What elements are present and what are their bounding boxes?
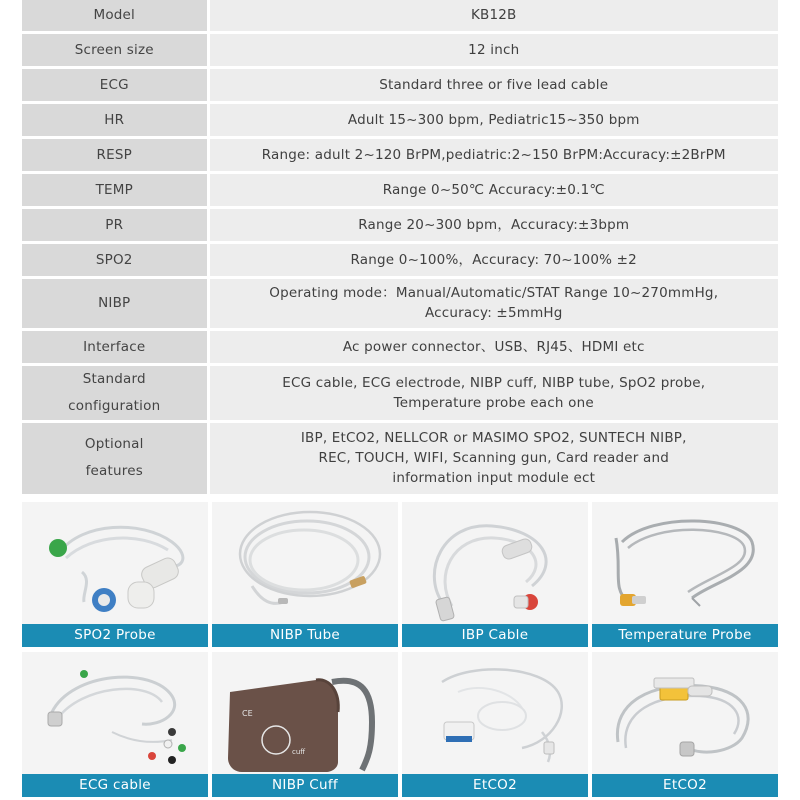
spec-value-line: IBP, EtCO2, NELLCOR or MASIMO SPO2, SUNTECH NIBP, (300, 430, 687, 446)
accessory-card-etco2-sensor (402, 652, 588, 797)
spec-value: Range 20~300 bpm，Accuracy:±3bpm (208, 207, 778, 242)
spec-row-interface (22, 329, 778, 364)
spec-label (22, 364, 208, 421)
spec-label-line: Optional (84, 436, 144, 452)
spec-label: Interface (22, 329, 208, 364)
accessory-caption: ECG cable (22, 774, 208, 797)
spec-row-spo2 (22, 242, 778, 277)
cuff-print-text: cuff (292, 748, 306, 756)
spec-row-nibp (22, 277, 778, 329)
spec-value: Standard three or five lead cable (208, 67, 778, 102)
spec-label: SPO2 (22, 242, 208, 277)
accessory-card-ecg-cable (22, 652, 208, 797)
spec-value: 12 inch (208, 32, 778, 67)
spec-value-line: Operating mode：Manual/Automatic/STAT Range 10~270mmHg, (269, 285, 719, 301)
spec-value (208, 421, 778, 495)
spec-row-hr (22, 102, 778, 137)
nibp-cuff-icon (212, 652, 398, 774)
spec-row-pr (22, 207, 778, 242)
spec-value-line: information input module ect (392, 470, 596, 486)
spec-label: Screen size (22, 32, 208, 67)
spec-value: Range 0~50℃ Accuracy:±0.1℃ (208, 172, 778, 207)
accessory-caption: SPO2 Probe (22, 624, 208, 647)
spec-label: TEMP (22, 172, 208, 207)
spec-label: RESP (22, 137, 208, 172)
accessory-card-nibp-cuff (212, 652, 398, 797)
spec-row-model (22, 0, 778, 32)
cuff-brand-mark: CE (242, 709, 253, 718)
spec-value-line: REC, TOUCH, WIFI, Scanning gun, Card reader and (318, 450, 670, 466)
accessory-card-temperature-probe (592, 502, 778, 647)
ecg-cable-icon (22, 652, 208, 774)
spec-row-temp (22, 172, 778, 207)
spec-value-line: Temperature probe each one (393, 394, 594, 411)
accessory-caption: NIBP Cuff (212, 774, 398, 797)
spec-value: Range 0~100%，Accuracy: 70~100% ±2 (208, 242, 778, 277)
spec-label: Model (22, 0, 208, 32)
spec-label-line: Standard (82, 370, 146, 387)
nibp-tube-icon (212, 502, 398, 624)
etco2-sensor-icon (402, 652, 588, 774)
spec-label: HR (22, 102, 208, 137)
spec-label: PR (22, 207, 208, 242)
spec-value (208, 277, 778, 329)
spec-row-ecg (22, 67, 778, 102)
spec-value-line: Accuracy: ±5mmHg (424, 305, 563, 321)
accessory-card-nibp-tube (212, 502, 398, 647)
accessory-caption: EtCO2 (402, 774, 588, 797)
temperature-probe-icon (592, 502, 778, 624)
spec-row-optional-features (22, 421, 778, 495)
spo2-probe-icon (22, 502, 208, 624)
spec-row-standard-configuration (22, 364, 778, 421)
spec-label: NIBP (22, 277, 208, 329)
accessory-caption: Temperature Probe (592, 624, 778, 647)
accessory-card-etco2-adapter (592, 652, 778, 797)
spec-label (22, 421, 208, 495)
spec-value: KB12B (208, 0, 778, 32)
spec-label-line: configuration (68, 397, 161, 414)
spec-value: Ac power connector、USB、RJ45、HDMI etc (208, 329, 778, 364)
accessory-caption: EtCO2 (592, 774, 778, 797)
spec-value: Range: adult 2~120 BrPM,pediatric:2~150 BrPM:Accuracy:±2BrPM (208, 137, 778, 172)
etco2-adapter-icon (592, 652, 778, 774)
spec-row-screen-size (22, 32, 778, 67)
spec-table (22, 0, 778, 497)
spec-row-resp (22, 137, 778, 172)
accessory-caption: IBP Cable (402, 624, 588, 647)
accessory-card-ibp-cable (402, 502, 588, 647)
spec-value-line: ECG cable, ECG electrode, NIBP cuff, NIBP tube, SpO2 probe, (282, 374, 706, 391)
spec-value (208, 364, 778, 421)
accessory-caption: NIBP Tube (212, 624, 398, 647)
spec-label-line: features (85, 463, 143, 479)
spec-label: ECG (22, 67, 208, 102)
spec-value: Adult 15~300 bpm, Pediatric15~350 bpm (208, 102, 778, 137)
ibp-cable-icon (402, 502, 588, 624)
accessory-card-spo2-probe (22, 502, 208, 647)
